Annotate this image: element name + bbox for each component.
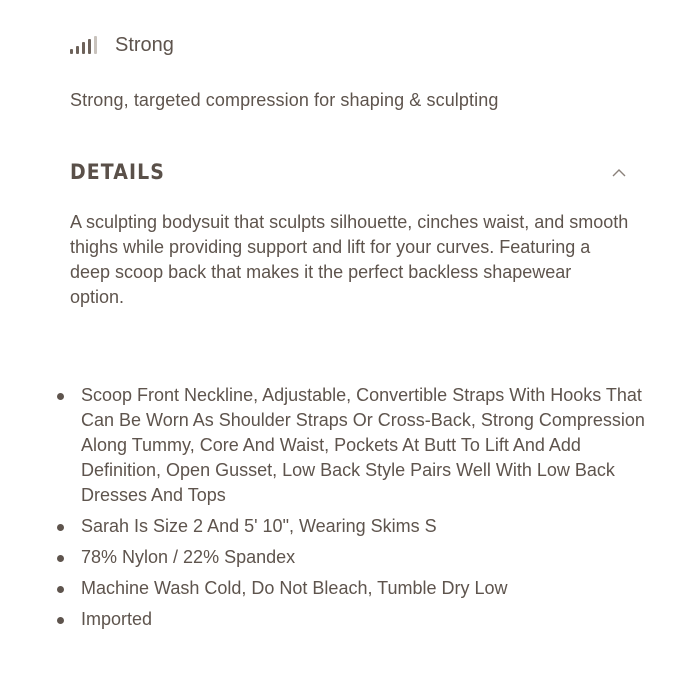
details-description: A sculpting bodysuit that sculpts silhouette, cinches waist, and smooth thighs while providing support and lift for your curves. Featuring a deep scoop back that makes it the perfect backless shapewear option. bbox=[70, 212, 629, 307]
compression-level-label: Strong bbox=[115, 33, 174, 56]
compression-description: Strong, targeted compression for shaping & sculpting bbox=[70, 90, 499, 110]
list-item-text: Imported bbox=[81, 609, 153, 629]
bullet-icon bbox=[57, 586, 64, 593]
bullet-icon bbox=[57, 555, 64, 562]
list-item bbox=[54, 514, 654, 539]
bullet-icon bbox=[57, 393, 64, 400]
list-item bbox=[54, 545, 654, 570]
details-accordion-toggle[interactable] bbox=[70, 155, 628, 189]
list-item bbox=[54, 383, 654, 508]
list-item-text: Sarah Is Size 2 And 5' 10", Wearing Skims S bbox=[81, 516, 437, 536]
compression-level bbox=[70, 30, 174, 60]
list-item bbox=[54, 576, 654, 601]
list-item-text: 78% Nylon / 22% Spandex bbox=[81, 547, 296, 567]
bullet-icon bbox=[57, 617, 64, 624]
chevron-up-icon[interactable] bbox=[610, 163, 628, 181]
signal-bars-icon bbox=[70, 36, 97, 54]
list-item bbox=[54, 607, 654, 632]
list-item-text: Scoop Front Neckline, Adjustable, Convertible Straps With Hooks That Can Be Worn As Shoulder Straps Or Cross-Back, Strong Compression Along Tummy, Core And Waist, Pockets At Butt To Lift And Add Definition, Open Gusset, Low Back Style Pairs Well With Low Back Dresses And Tops bbox=[81, 385, 645, 505]
details-bullet-list bbox=[54, 383, 654, 638]
bullet-icon bbox=[57, 524, 64, 531]
list-item-text: Machine Wash Cold, Do Not Bleach, Tumble Dry Low bbox=[81, 578, 508, 598]
details-title: DETAILS bbox=[70, 160, 165, 184]
